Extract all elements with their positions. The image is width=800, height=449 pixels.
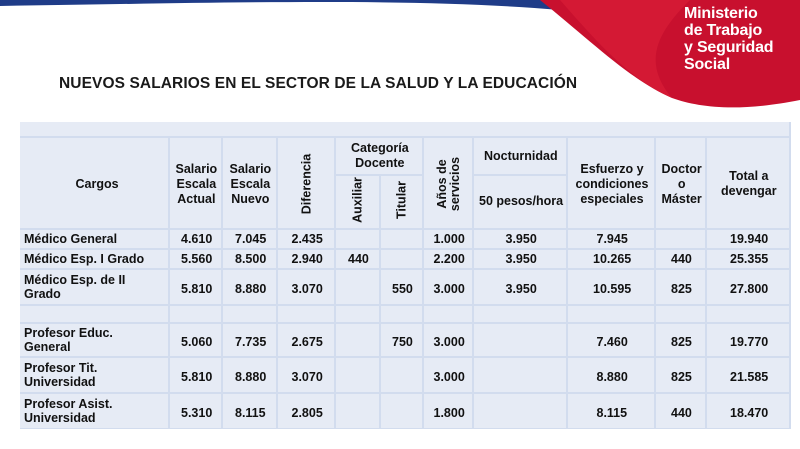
row-value-anios: 3.000 — [433, 282, 465, 296]
header-diferencia: Diferencia — [299, 153, 314, 215]
row-value-doctor: 825 — [671, 370, 692, 384]
row-cargo-label: Profesor Educ. General — [24, 326, 113, 354]
salary-table — [20, 122, 791, 429]
row-value-total: 25.355 — [730, 252, 769, 266]
table-cell — [336, 270, 379, 304]
row-value-total: 19.940 — [730, 232, 769, 246]
table-cell — [424, 306, 472, 322]
table-cell — [381, 394, 422, 428]
header-titular: Titular — [394, 181, 409, 219]
row-cargo-label: Profesor Tit. Universidad — [24, 361, 98, 389]
row-value-doctor: 440 — [671, 252, 692, 266]
header-banner — [0, 0, 800, 120]
row-value-actual: 4.610 — [181, 232, 213, 246]
row-value-doctor: 440 — [671, 406, 692, 420]
table-cell — [170, 306, 221, 322]
row-value-esfuerzo: 10.595 — [593, 282, 632, 296]
table-top-band — [20, 122, 789, 136]
row-value-actual: 5.060 — [181, 335, 213, 349]
header-cargos: Cargos — [75, 176, 119, 191]
row-value-nuevo: 8.880 — [235, 282, 267, 296]
row-value-nocturnidad: 3.950 — [505, 252, 537, 266]
table-cell — [278, 306, 334, 322]
row-value-anios: 3.000 — [433, 335, 465, 349]
logo-line: Social — [684, 56, 730, 73]
row-value-total: 21.585 — [730, 370, 769, 384]
row-value-doctor: 825 — [671, 282, 692, 296]
row-value-esfuerzo: 8.880 — [596, 370, 628, 384]
row-value-esfuerzo: 7.460 — [596, 335, 628, 349]
row-value-esfuerzo: 10.265 — [593, 252, 632, 266]
row-value-nuevo: 8.880 — [235, 370, 267, 384]
table-cell — [656, 306, 705, 322]
header-salario-nuevo: Salario Escala Nuevo — [229, 161, 272, 206]
row-value-auxiliar: 440 — [348, 252, 369, 266]
page-title: NUEVOS SALARIOS EN EL SECTOR DE LA SALUD Y LA EDUCACIÓN — [59, 75, 578, 92]
row-value-total: 18.470 — [730, 406, 769, 420]
row-value-anios: 2.200 — [433, 252, 465, 266]
row-cargo-label: Médico General — [24, 232, 118, 246]
header-auxiliar: Auxiliar — [350, 177, 365, 223]
row-value-actual: 5.560 — [181, 252, 213, 266]
row-value-diferencia: 2.435 — [291, 232, 323, 246]
table-cell — [223, 306, 276, 322]
row-cargo-label: Médico Esp. de II Grado — [24, 273, 126, 301]
row-value-nuevo: 7.735 — [235, 335, 267, 349]
row-value-total: 19.770 — [730, 335, 769, 349]
row-value-actual: 5.810 — [181, 370, 213, 384]
table-cell — [336, 230, 379, 248]
ministerio-logo — [684, 5, 773, 73]
header-anios: Años de servicios — [435, 156, 462, 212]
row-value-nocturnidad: 3.950 — [505, 232, 537, 246]
header-salario-actual: Salario Escala Actual — [175, 161, 218, 206]
table-cell — [336, 394, 379, 428]
row-value-diferencia: 2.940 — [291, 252, 323, 266]
table-cell — [381, 250, 422, 268]
logo-line: y Seguridad — [684, 39, 774, 56]
row-value-nuevo: 7.045 — [235, 232, 267, 246]
row-value-actual: 5.810 — [181, 282, 213, 296]
table-cell — [381, 230, 422, 248]
table-cell — [381, 358, 422, 392]
row-value-diferencia: 3.070 — [291, 282, 323, 296]
row-value-titular: 750 — [392, 335, 413, 349]
header-total: Total a devengar — [721, 169, 777, 198]
header-doctor: Doctor o Máster — [661, 161, 702, 206]
table-cell — [474, 324, 566, 356]
row-value-esfuerzo: 7.945 — [596, 232, 628, 246]
row-value-nocturnidad: 3.950 — [505, 282, 537, 296]
table-cell — [568, 306, 654, 322]
table-cell — [474, 358, 566, 392]
header-categoria: Categoría Docente — [351, 141, 409, 170]
row-value-titular: 550 — [392, 282, 413, 296]
row-cargo-label: Profesor Asist. Universidad — [24, 397, 113, 425]
logo-line: de Trabajo — [684, 22, 763, 39]
row-value-diferencia: 3.070 — [291, 370, 323, 384]
table-cell — [381, 306, 422, 322]
table-cell — [474, 306, 566, 322]
row-value-anios: 3.000 — [433, 370, 465, 384]
row-value-anios: 1.000 — [433, 232, 465, 246]
row-value-esfuerzo: 8.115 — [596, 406, 628, 420]
row-value-total: 27.800 — [730, 282, 769, 296]
header-esfuerzo: Esfuerzo y condiciones especiales — [575, 161, 649, 206]
table-cell — [336, 324, 379, 356]
row-value-nuevo: 8.500 — [235, 252, 267, 266]
table-cell — [336, 306, 379, 322]
table-cell — [474, 394, 566, 428]
table-cell — [336, 358, 379, 392]
row-value-diferencia: 2.805 — [291, 406, 323, 420]
row-value-actual: 5.310 — [181, 406, 213, 420]
header-nocturnidad-rate: 50 pesos/hora — [479, 193, 564, 208]
table-cell — [20, 306, 168, 322]
header-nocturnidad: Nocturnidad — [484, 148, 558, 163]
table-cell — [707, 306, 789, 322]
row-cargo-label: Médico Esp. I Grado — [24, 252, 145, 266]
logo-line: Ministerio — [684, 5, 758, 22]
row-value-nuevo: 8.115 — [235, 406, 266, 420]
row-value-diferencia: 2.675 — [291, 335, 323, 349]
table-cell — [656, 230, 705, 248]
row-value-doctor: 825 — [671, 335, 692, 349]
row-value-anios: 1.800 — [433, 406, 465, 420]
